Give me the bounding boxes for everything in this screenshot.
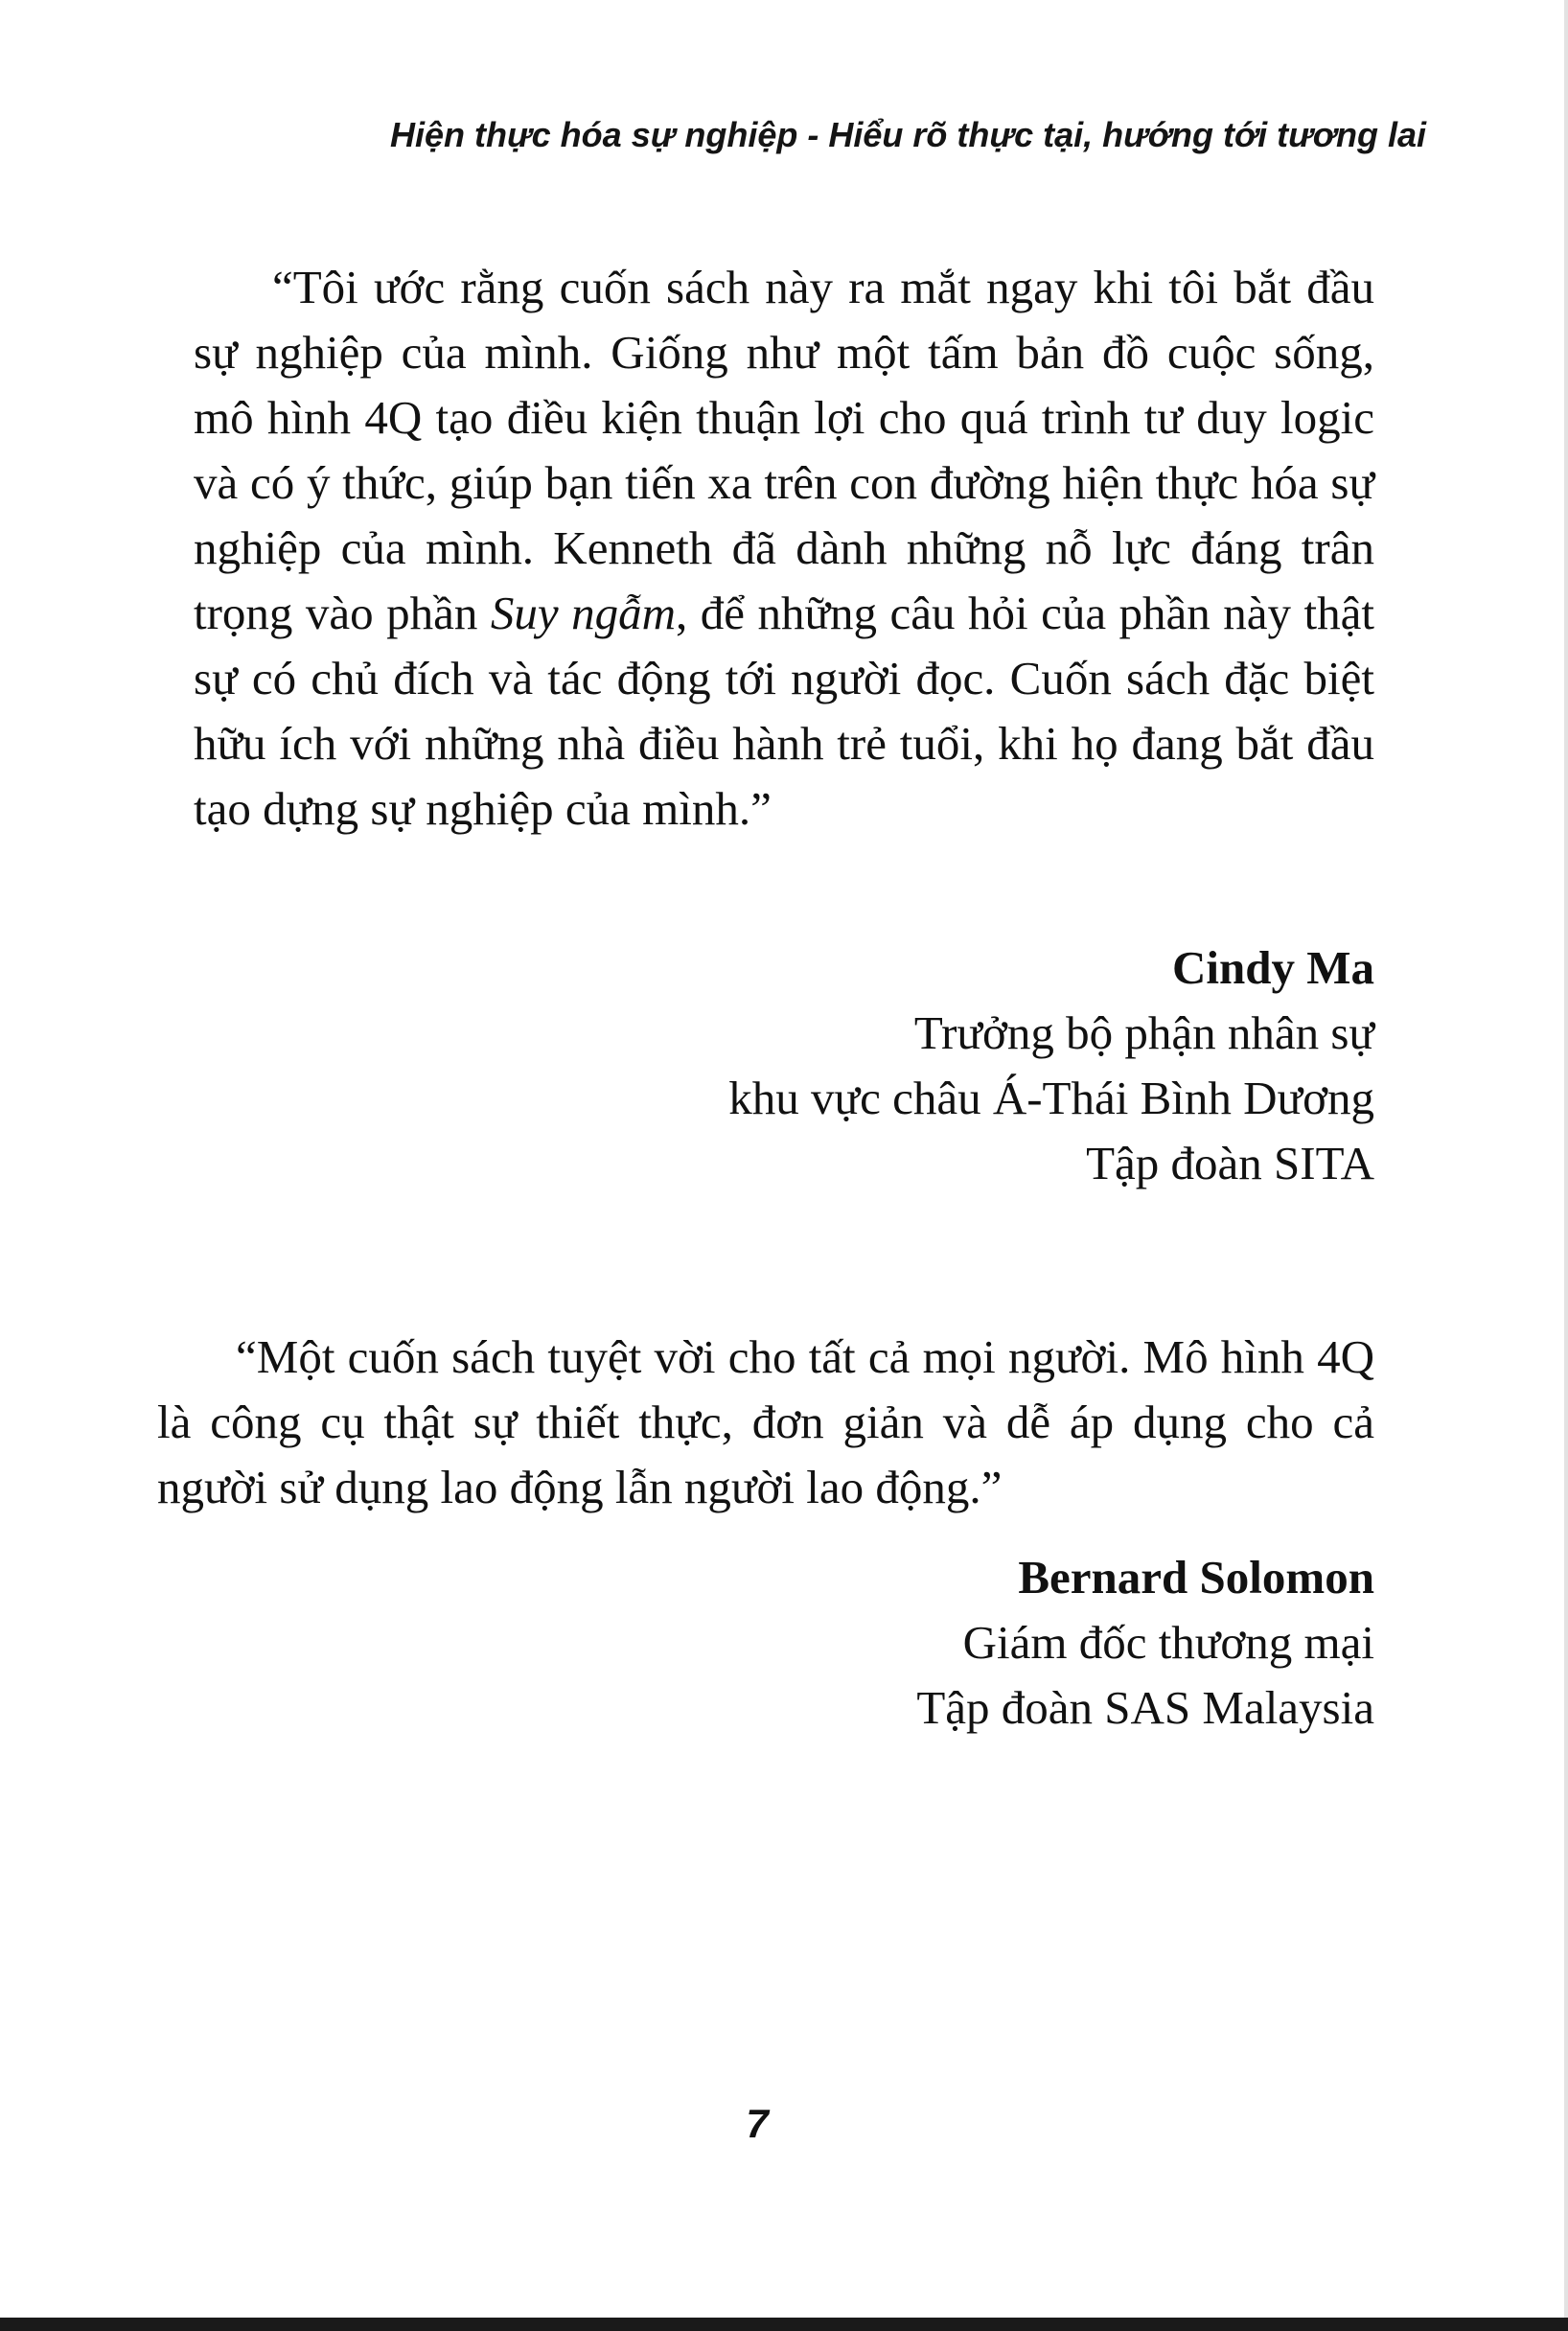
testimonial-attribution-1 — [728, 935, 1374, 1196]
quote-1-emphasis: Suy ngẫm — [490, 587, 676, 639]
author-organization: Tập đoàn SITA — [1086, 1137, 1374, 1189]
quote-1-text-a: “Tôi ước rằng cuốn sách này ra mắt ngay khi tôi bắt đầu sự nghiệp của mình. Giống như một tấm bản đồ cuộc sống, mô hình 4Q tạo điều kiện thuận lợi cho quá trình tư duy logic và có ý thức, giúp bạn tiến xa trên con đường hiện thực hóa sự nghiệp của mình. Kenneth đã dành những nỗ lực đáng trân trọng vào phần — [194, 261, 1374, 639]
page-bottom-edge — [0, 2318, 1568, 2331]
quote-1-text-b: , để những câu hỏi của phần này thật sự có chủ đích và tác động tới người đọc. Cuốn sách đặc biệt hữu ích với những nhà điều hành trẻ tuổi, khi họ đang bắt đầu tạo dựng sự nghiệp của mình.” — [194, 587, 1374, 835]
testimonial-attribution-2 — [916, 1545, 1374, 1741]
running-header: Hiện thực hóa sự nghiệp - Hiểu rõ thực tại, hướng tới tương lai — [389, 115, 1426, 154]
author-organization: Tập đoàn SAS Malaysia — [916, 1681, 1374, 1734]
author-title: Giám đốc thương mại — [962, 1616, 1374, 1669]
page-edge-shadow — [1564, 0, 1568, 2331]
author-name: Cindy Ma — [1171, 941, 1374, 994]
author-title: Trưởng bộ phận nhân sự — [913, 1006, 1374, 1059]
testimonial-quote-1 — [194, 255, 1374, 842]
author-name: Bernard Solomon — [1018, 1551, 1374, 1604]
author-title-region: khu vực châu Á-Thái Bình Dương — [728, 1072, 1374, 1124]
testimonial-quote-2: “Một cuốn sách tuyệt vời cho tất cả mọi người. Mô hình 4Q là công cụ thật sự thiết thực, đơn giản và dễ áp dụng cho cả người sử dụng lao động lẫn người lao động.” — [157, 1330, 1374, 1513]
page-number: 7 — [746, 2101, 769, 2146]
